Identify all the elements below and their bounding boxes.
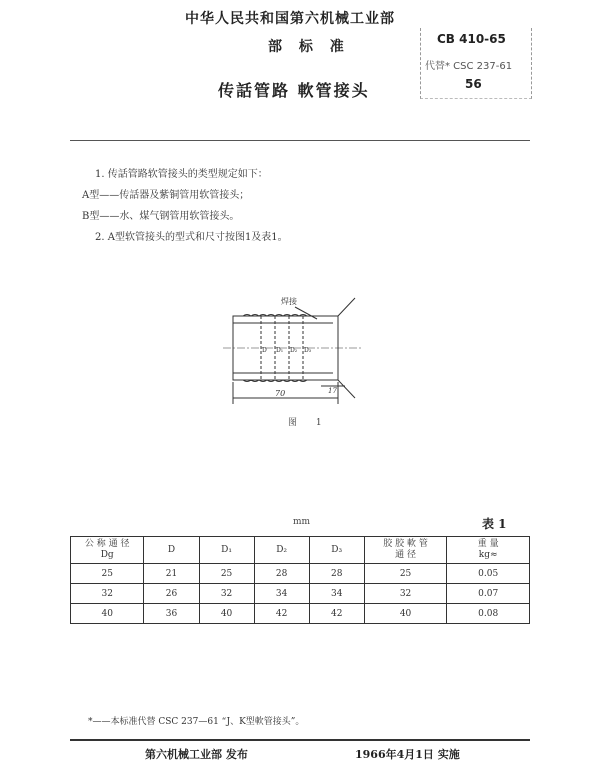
header-d: D <box>144 537 199 564</box>
outlet-flare-top <box>338 298 355 316</box>
cell-hose-bore: 40 <box>364 604 447 624</box>
header-hose-bore <box>364 537 447 564</box>
clause-1: 1. 传話管路软管接头的类型规定如下： <box>95 169 268 180</box>
table-row <box>71 604 530 624</box>
cell-d2: 28 <box>254 564 309 584</box>
header-d1: D₁ <box>199 537 254 564</box>
cell-d: 21 <box>144 564 199 584</box>
implementation-date: 1966年4月1日 实施 <box>355 748 460 761</box>
header-d3: D₃ <box>309 537 364 564</box>
cell-d3: 28 <box>309 564 364 584</box>
dim-label-d3: D₃ <box>304 347 312 354</box>
cell-nominal: 25 <box>71 564 144 584</box>
figure-caption: 图 1 <box>288 418 330 428</box>
header-nominal-line2: Dg <box>100 550 114 560</box>
dim-label-d2: D₂ <box>290 347 298 354</box>
cell-hose-bore: 32 <box>364 584 447 604</box>
cell-d: 26 <box>144 584 199 604</box>
outlet-flare-bottom <box>338 380 355 398</box>
header-nominal-diameter <box>71 537 144 564</box>
table-unit: mm <box>293 517 311 527</box>
hose-coupling-figure <box>215 292 365 412</box>
table-row <box>71 564 530 584</box>
replaces-note: 代替* CSC 237-61 <box>425 61 513 72</box>
cell-d2: 34 <box>254 584 309 604</box>
standard-number: 56 <box>465 77 482 91</box>
clause-type-b: B型——水、煤气钢管用软管接头。 <box>82 211 240 222</box>
cell-d1: 32 <box>199 584 254 604</box>
ministry-name: 中华人民共和国第六机械工业部 <box>185 11 395 27</box>
header-weight-line1: 重 量 <box>477 539 499 549</box>
cell-d1: 25 <box>199 564 254 584</box>
table-header-row <box>71 537 530 564</box>
standard-level: 部 标 准 <box>268 39 350 55</box>
header-hose-line2: 通 径 <box>395 550 416 560</box>
footer-divider <box>70 739 530 741</box>
weld-label: 焊接 <box>281 297 297 306</box>
weld-leader-line <box>295 307 317 319</box>
cell-d3: 34 <box>309 584 364 604</box>
cell-weight: 0.08 <box>447 604 530 624</box>
document-title: 传話管路 軟管接头 <box>218 81 370 100</box>
clause-type-a: A型——传話器及紫铜管用软管接头； <box>82 190 250 201</box>
dim-label-d1: D₁ <box>276 347 284 354</box>
cell-hose-bore: 25 <box>364 564 447 584</box>
dim-label-70: 70 <box>275 389 286 398</box>
header-weight <box>447 537 530 564</box>
dim-label-17: 17 <box>328 387 337 395</box>
footnote: *——本标准代替 CSC 237—61 “J、K型軟管接头”。 <box>88 717 305 727</box>
cell-weight: 0.05 <box>447 564 530 584</box>
header-divider <box>70 140 530 141</box>
header-d2: D₂ <box>254 537 309 564</box>
cell-d3: 42 <box>309 604 364 624</box>
header-nominal-line1: 公 称 通 径 <box>84 539 130 549</box>
table-number: 表 1 <box>482 517 507 531</box>
header-hose-line1: 胶 胶 軟 管 <box>383 539 428 549</box>
header-weight-line2: kg≈ <box>478 550 498 560</box>
cell-weight: 0.07 <box>447 584 530 604</box>
cell-d1: 40 <box>199 604 254 624</box>
dimensions-table <box>70 536 530 624</box>
cell-nominal: 32 <box>71 584 144 604</box>
standard-code: CB 410-65 <box>437 32 506 46</box>
table-row <box>71 584 530 604</box>
cell-d2: 42 <box>254 604 309 624</box>
clause-2: 2. A型软管接头的型式和尺寸按图1及表1。 <box>95 232 288 243</box>
dim-label-d: D <box>262 347 267 354</box>
cell-d: 36 <box>144 604 199 624</box>
cell-nominal: 40 <box>71 604 144 624</box>
publisher: 第六机械工业部 发布 <box>145 748 248 761</box>
